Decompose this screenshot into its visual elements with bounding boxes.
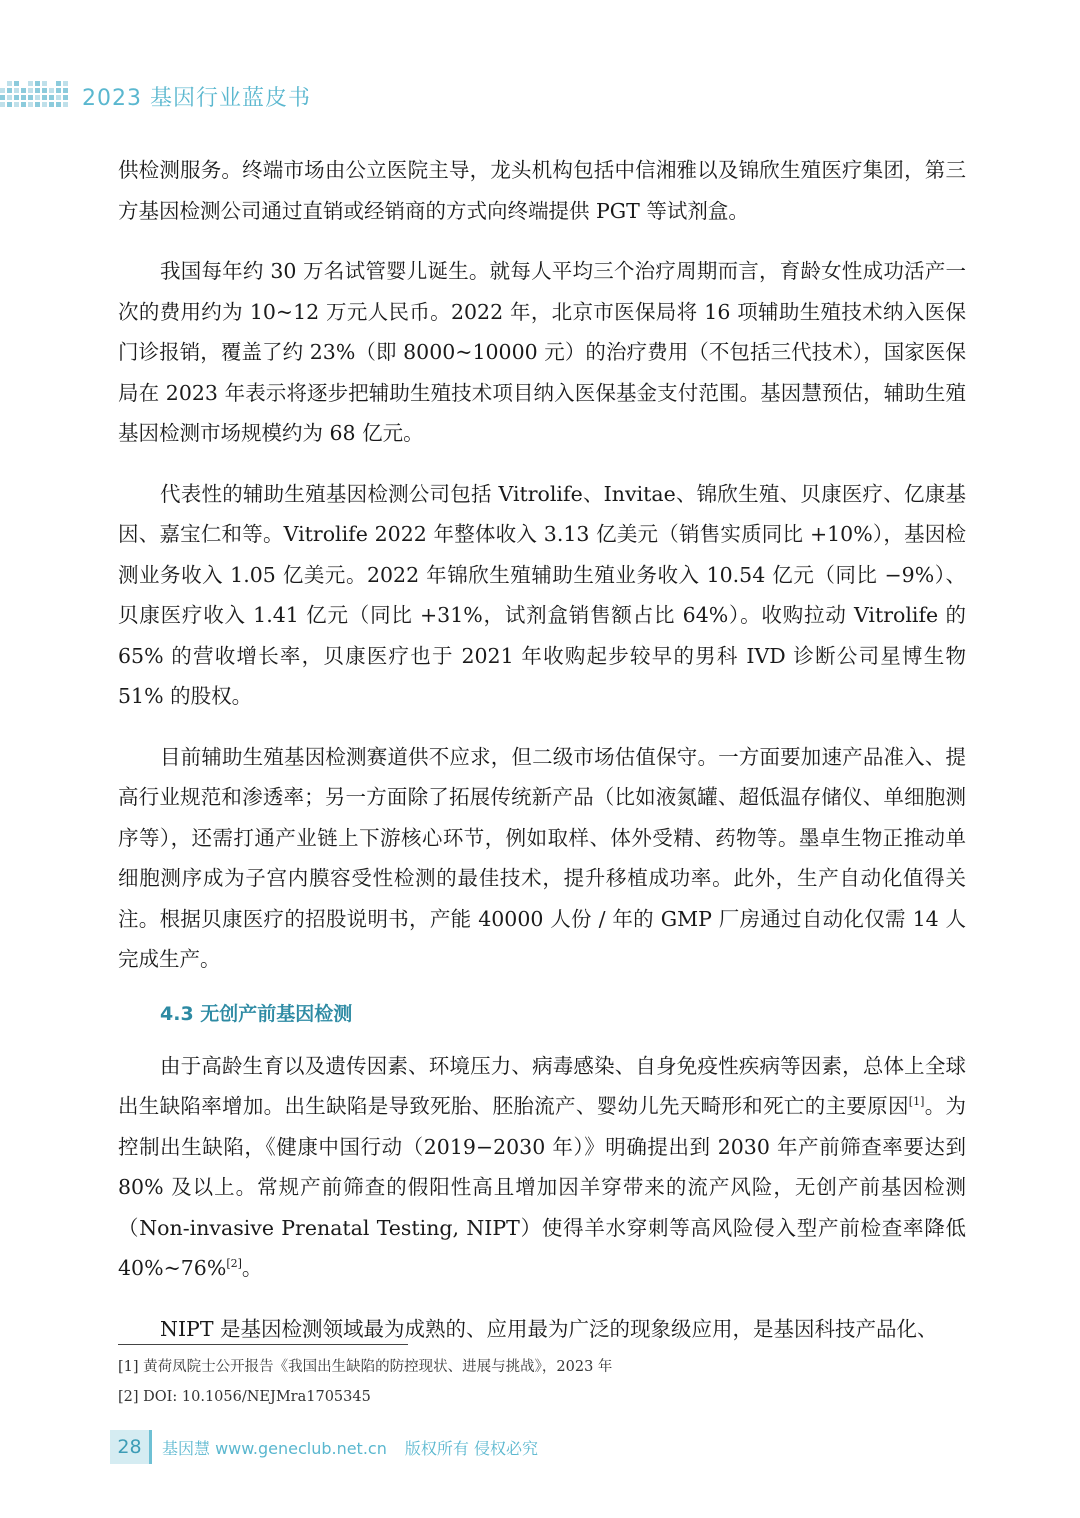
paragraph-2: 我国每年约 30 万名试管婴儿诞生。就每人平均三个治疗周期而言，育龄女性成功活产一次的费用约为 10~12 万元人民币。2022 年，北京市医保局将 16 项辅助生殖技术纳入医保门诊报销，覆盖了约 23%（即 8000~10000 元）的治疗费用（不包括三代技术），国家医保局在 2023 年表示将逐步把辅助生殖技术项目纳入医保基金支付范围。基因慧预估，辅助生殖基因检测市场规模约为 68 亿元。	[118, 259, 966, 445]
footnote-1: [1] 黄荷凤院士公开报告《我国出生缺陷的防控现状、进展与挑战》，2023 年	[118, 1359, 613, 1375]
paragraph-5-text-b: 。为控制出生缺陷，《健康中国行动（2019−2030 年）》明确提出到 2030 年产前筛查率要达到 80% 及以上。常规产前筛查的假阳性高且增加因羊穿带来的流产风险，无创产前基因检测（Non-invasive Prenatal Testing, NIPT）使得羊水穿刺等高风险侵入型产前检查率降低 40%~76%	[118, 1094, 967, 1280]
footnotes	[118, 1352, 966, 1412]
footnote-ref-2[interactable]: [2]	[226, 1257, 242, 1271]
page-footer	[110, 1428, 538, 1466]
paragraph-5	[118, 1046, 966, 1289]
header-decoration-icon	[0, 81, 70, 111]
header-title: 2023 基因行业蓝皮书	[82, 85, 311, 111]
footnote-2: [2] DOI: 10.1056/NEJMra1705345	[118, 1389, 371, 1405]
paragraph-4: 目前辅助生殖基因检测赛道供不应求，但二级市场估值保守。一方面要加速产品准入、提高行业规范和渗透率；另一方面除了拓展传统新产品（比如液氮罐、超低温存储仪、单细胞测序等），还需打通产业链上下游核心环节，例如取样、体外受精、药物等。墨卓生物正推动单细胞测序成为子宫内膜容受性检测的最佳技术，提升移植成功率。此外，生产自动化值得关注。根据贝康医疗的招股说明书，产能 40000 人份 / 年的 GMP 厂房通过自动化仅需 14 人完成生产。	[118, 744, 966, 971]
footer-copyright: 版权所有 侵权必究	[404, 1438, 538, 1458]
footer-text	[162, 1436, 538, 1459]
page-header	[0, 78, 500, 114]
footer-site[interactable]: 基因慧 www.geneclub.net.cn	[162, 1438, 387, 1458]
footnote-divider	[118, 1344, 408, 1345]
paragraph-1: 供检测服务。终端市场由公立医院主导，龙头机构包括中信湘雅以及锦欣生殖医疗集团，第三方基因检测公司通过直销或经销商的方式向终端提供 PGT 等试剂盒。	[118, 158, 966, 223]
main-content	[118, 150, 966, 1349]
paragraph-5-text-c: 。	[241, 1256, 263, 1280]
page-number: 28	[110, 1430, 152, 1464]
paragraph-6: NIPT 是基因检测领域最为成熟的、应用最为广泛的现象级应用，是基因科技产品化、	[160, 1316, 938, 1341]
paragraph-5-text-a: 由于高龄生育以及遗传因素、环境压力、病毒感染、自身免疫性疾病等因素，总体上全球出生缺陷率增加。出生缺陷是导致死胎、胚胎流产、婴幼儿先天畸形和死亡的主要原因	[118, 1053, 966, 1118]
section-heading: 4.3 无创产前基因检测	[160, 1002, 353, 1025]
footnote-ref-1[interactable]: [1]	[908, 1095, 925, 1109]
paragraph-3: 代表性的辅助生殖基因检测公司包括 Vitrolife、Invitae、锦欣生殖、贝康医疗、亿康基因、嘉宝仁和等。Vitrolife 2022 年整体收入 3.13 亿美元（销售实质同比 +10%），基因检测业务收入 1.05 亿美元。2022 年锦欣生殖辅助生殖业务收入 10.54 亿元（同比 −9%）、贝康医疗收入 1.41 亿元（同比 +31%，试剂盒销售额占比 64%）。收购拉动 Vitrolife 的 65% 的营收增长率，贝康医疗也于 2021 年收购起步较早的男科 IVD 诊断公司星博生物 51% 的股权。	[118, 481, 966, 708]
